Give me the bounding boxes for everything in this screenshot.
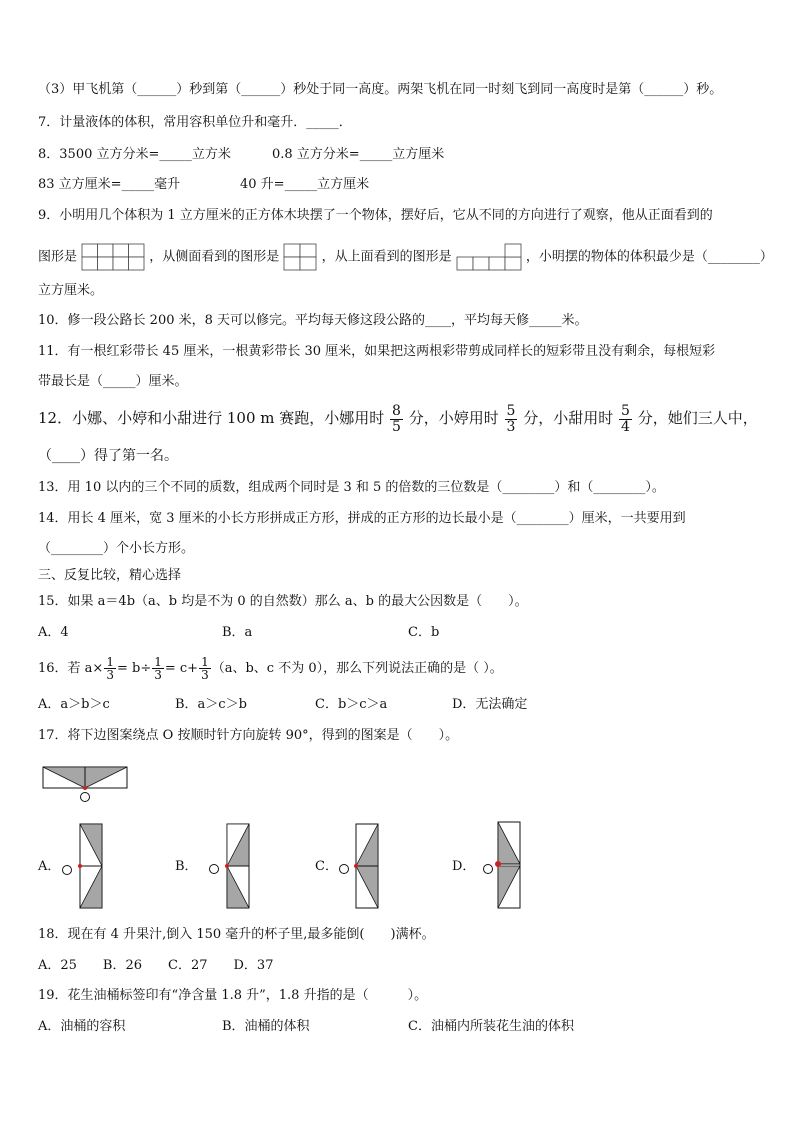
q11-line2: 带最长是（_____）厘米。 xyxy=(38,374,188,389)
q12-intro: 12．小娜、小婷和小甜进行 100 m 赛跑，小娜用时 xyxy=(38,409,385,427)
q17-option-d-label[interactable]: D． xyxy=(452,859,476,874)
q9-line3: 立方厘米。 xyxy=(38,283,104,298)
q8-part1: 8．3500 立方分米=_____立方米 xyxy=(38,147,231,162)
q17-option-d-figure[interactable] xyxy=(478,820,526,912)
q17-original-pattern xyxy=(42,766,132,804)
q18-text: 18．现在有 4 升果汁,倒入 150 毫升的杯子里,最多能倒( )满杯。 xyxy=(38,927,435,942)
fraction-one-third-b: $\frac{1}{3}$ xyxy=(154,655,162,682)
section-3-heading: 三、反复比较，精心选择 xyxy=(38,568,182,583)
q16-part1: 16．若 a× xyxy=(38,661,104,676)
fraction-xiaoting: $\frac{5}{3}$ xyxy=(506,402,516,435)
q16-option-c[interactable]: C．b＞c＞a xyxy=(315,697,388,712)
q16-option-a[interactable]: A．a＞b＞c xyxy=(38,697,110,712)
fraction-xiaotian: $\frac{5}{4}$ xyxy=(621,402,630,435)
q16-part3: = c+ xyxy=(164,661,199,676)
fraction-one-third-a: $\frac{1}{3}$ xyxy=(106,655,114,682)
q15-option-c[interactable]: C．b xyxy=(408,625,440,640)
front-view-grid xyxy=(81,243,145,271)
q9-answer-label: ，小明摆的物体的体积最少是（________） xyxy=(525,249,773,265)
q17-option-b-label[interactable]: B． xyxy=(175,859,198,874)
q8-part3: 83 立方厘米=_____毫升 xyxy=(38,177,181,192)
q6-3-text: （3）甲飞机第（______）秒到第（______）秒处于同一高度。两架飞机在同一时刻飞到同一高度时是第（______）秒。 xyxy=(38,82,723,97)
q16-option-d[interactable]: D．无法确定 xyxy=(452,697,528,712)
side-view-grid xyxy=(283,243,317,271)
q17-option-c-figure[interactable] xyxy=(336,822,384,912)
q19-option-b[interactable]: B．油桶的体积 xyxy=(222,1019,310,1034)
fraction-xiaona: $\frac{8}{5}$ xyxy=(392,402,401,435)
q13-text: 13．用 10 以内的三个不同的质数，组成两个同时是 3 和 5 的倍数的三位数是（________）和（________）。 xyxy=(38,480,665,495)
q17-option-a-label[interactable]: A． xyxy=(38,859,61,874)
q15-text: 15．如果 a＝4b（a、b 均是不为 0 的自然数）那么 a、b 的最大公因数是（ ）。 xyxy=(38,594,528,609)
q9-front-label: 图形是 xyxy=(38,249,78,265)
q17-option-c-label[interactable]: C． xyxy=(315,859,338,874)
q10-text: 10．修一段公路长 200 米，8 天可以修完。平均每天修这段公路的____，平均每天修_____米。 xyxy=(38,313,588,328)
q19-option-c[interactable]: C．油桶内所装花生油的体积 xyxy=(408,1019,574,1034)
q15-option-a[interactable]: A．4 xyxy=(38,625,69,640)
q16-text xyxy=(38,652,503,686)
q19-text: 19．花生油桶标签印有“净含量 1.8 升”，1.8 升指的是（ ）。 xyxy=(38,988,428,1003)
q9-line2 xyxy=(38,243,773,271)
q16-part4: （a、b、c 不为 0），那么下列说法正确的是（ ）。 xyxy=(211,661,503,676)
q9-side-label: ，从侧面看到的图形是 xyxy=(149,249,280,265)
q18-options[interactable]: A．25 B．26 C．27 D．37 xyxy=(38,958,274,973)
q9-line1: 9．小明用几个体积为 1 立方厘米的正方体木块摆了一个物体，摆好后，它从不同的方向进行了观察，他从正面看到的 xyxy=(38,208,713,223)
q12-mid2: 分，小甜用时 xyxy=(523,409,614,427)
fraction-one-third-c: $\frac{1}{3}$ xyxy=(201,655,209,682)
q19-option-a[interactable]: A．油桶的容积 xyxy=(38,1019,126,1034)
q15-option-b[interactable]: B．a xyxy=(222,625,253,640)
q8-part4: 40 升=_____立方厘米 xyxy=(240,177,370,192)
q17-option-a-figure[interactable] xyxy=(58,822,106,912)
q12-mid1: 分，小婷用时 xyxy=(408,409,499,427)
q7-text: 7．计量液体的体积，常用容积单位升和毫升．_____． xyxy=(38,115,352,130)
q16-part2: = b÷ xyxy=(116,661,152,676)
q16-option-b[interactable]: B．a＞c＞b xyxy=(175,697,247,712)
q12-line2: （____）得了第一名。 xyxy=(38,448,178,464)
q8-part2: 0.8 立方分米=_____立方厘米 xyxy=(272,147,445,162)
q9-top-label: ，从上面看到的图形是 xyxy=(321,249,452,265)
q17-option-b-figure[interactable] xyxy=(203,822,251,912)
q12-line1 xyxy=(38,400,758,436)
top-view-grid xyxy=(456,243,522,271)
q11-line1: 11．有一根红彩带长 45 厘米，一根黄彩带长 30 厘米，如果把这两根彩带剪成同样长的短彩带且没有剩余，每根短彩 xyxy=(38,344,716,359)
q17-text: 17．将下边图案绕点 O 按顺时针方向旋转 90°，得到的图案是（ ）。 xyxy=(38,728,459,743)
q14-line1: 14．用长 4 厘米，宽 3 厘米的小长方形拼成正方形，拼成的正方形的边长最小是（________）厘米，一共要用到 xyxy=(38,511,686,526)
q14-line2: （________）个小长方形。 xyxy=(38,541,195,556)
q12-end: 分，她们三人中， xyxy=(637,409,758,427)
